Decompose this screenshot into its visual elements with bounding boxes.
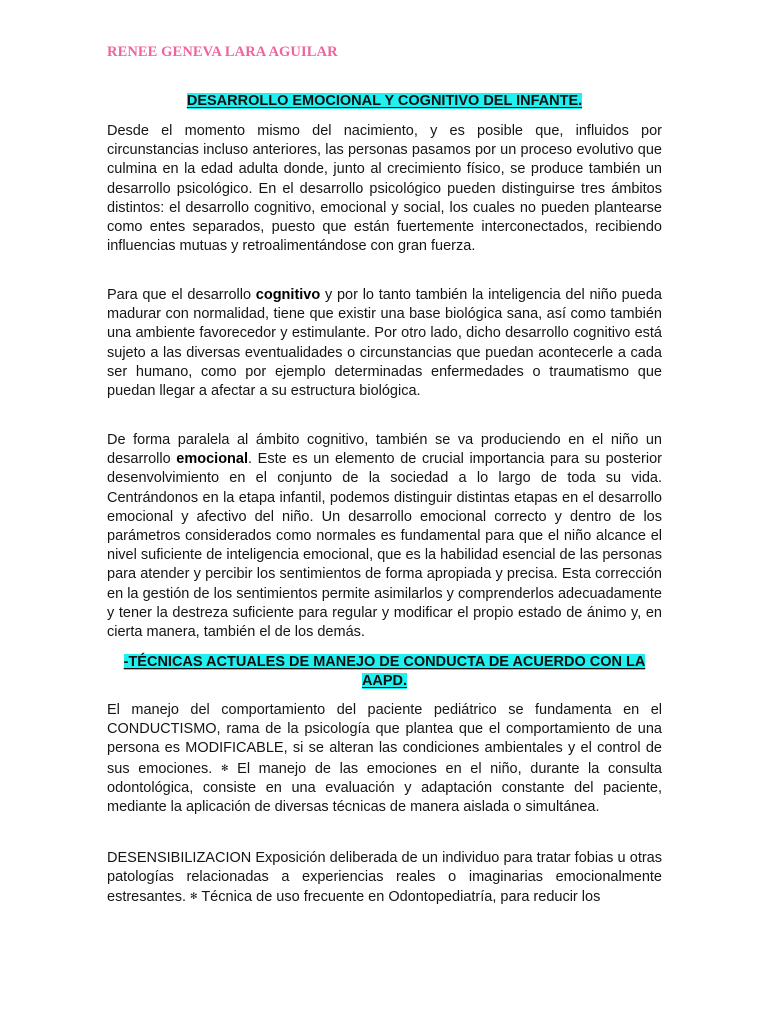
paragraph-4-text: El manejo del comportamiento del paciente pediátrico se fundamenta en el CONDUCTISMO, rama de la psicología que plantea que el comportamiento de una persona es MODIFICABLE, si se alteran las condiciones ambientales y el control de sus emociones. bbox=[107, 702, 662, 777]
paragraph-3 bbox=[107, 431, 662, 642]
paragraph-3-bold: emocional bbox=[176, 451, 249, 468]
paragraph-5-text-cont: Técnica de uso frecuente en Odontopediatría, para reducir los bbox=[197, 889, 601, 906]
paragraph-2 bbox=[107, 286, 662, 401]
paragraph-5 bbox=[107, 849, 662, 908]
section-heading-2 bbox=[107, 653, 662, 691]
paragraph-2-text: Para que el desarrollo bbox=[107, 287, 256, 303]
heading-2-line-1: -TÉCNICAS ACTUALES DE MANEJO DE CONDUCTA DE ACUERDO CON LA bbox=[123, 654, 646, 670]
paragraph-3-text: De forma paralela al ámbito cognitivo, también se va produciendo en el niño un desarrollo bbox=[107, 432, 662, 468]
paragraph-4-text-cont: El manejo de las emociones en el niño, durante la consulta odontológica, consiste en una evaluación y adaptación constante del paciente, mediante la aplicación de diversas técnicas de manera aislada o simultánea. bbox=[107, 760, 662, 816]
section-heading-1 bbox=[107, 92, 662, 111]
paragraph-4 bbox=[107, 701, 662, 817]
asterisk-bullet-icon: ✻ bbox=[220, 762, 229, 773]
heading-2-line-2: AAPD. bbox=[361, 673, 408, 689]
heading-1-text: DESARROLLO EMOCIONAL Y COGNITIVO DEL INFANTE. bbox=[186, 93, 583, 109]
paragraph-3-text-cont: . Este es un elemento de crucial importancia para su posterior desenvolvimiento en el conjunto de la sociedad a lo largo de toda su vida. Centrándonos en la etapa infantil, podemos distinguir distintas etapas en el desarrollo emocional y afectivo del niño. Un desarrollo emocional correcto y dentro de los parámetros considerados como normales es fundamental para que el niño alcance el nivel suficiente de inteligencia emocional, que es la habilidad esencial de las personas para atender y percibir los sentimientos de forma apropiada y precisa. Esta corrección en la gestión de los sentimientos permite asimilarlos y comprenderlos adecuadamente y tener la destreza suficiente para regular y modificar el propio estado de ánimo y, en cierta manera, también el de los demás. bbox=[107, 451, 663, 641]
paragraph-2-text-cont: y por lo tanto también la inteligencia del niño pueda madurar con normalidad, tiene que existir una base biológica sana, así como también una ambiente favorecedor y estimulante. Por otro lado, dicho desarrollo cognitivo está sujeto a las diversas eventualidades o circunstancias que puedan acontecerle a cada ser humano, como por ejemplo determinadas enfermedades o traumatismo que puedan llegar a afectar a su estructura biológica. bbox=[107, 287, 662, 400]
paragraph-5-text: DESENSIBILIZACION Exposición deliberada de un individuo para tratar fobias u otras patologías relacionadas a experiencias reales o imaginarias emocionalmente estresantes. bbox=[107, 850, 662, 906]
author-name: RENEE GENEVA LARA AGUILAR bbox=[107, 44, 338, 60]
asterisk-bullet-icon: ✻ bbox=[190, 891, 198, 902]
paragraph-2-bold: cognitivo bbox=[255, 287, 321, 303]
paragraph-1: Desde el momento mismo del nacimiento, y es posible que, influidos por circunstancias incluso anteriores, las personas pasamos por un proceso evolutivo que culmina en la edad adulta donde, junto al crecimiento físico, se produce también un desarrollo psicológico. En el desarrollo psicológico pueden distinguirse tres ámbitos distintos: el desarrollo cognitivo, emocional y social, los cuales no pueden plantearse como entes separados, puesto que están fuertemente interconectados, recibiendo influencias mutuas y retroalimentándose con gran fuerza. bbox=[107, 123, 662, 255]
